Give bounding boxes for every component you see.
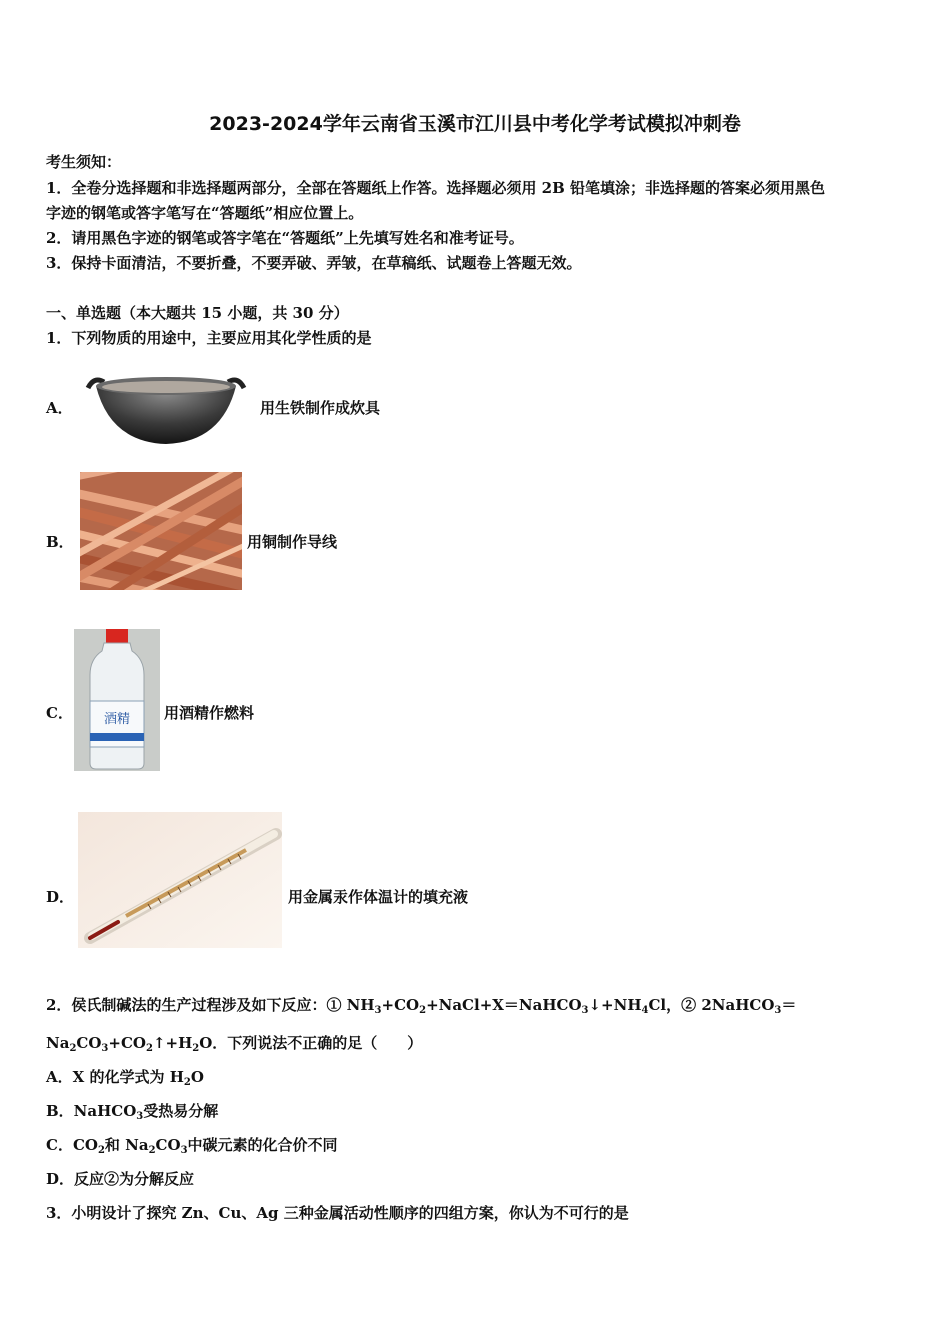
section-heading: 一、单选题（本大题共 15 小题，共 30 分）: [46, 304, 349, 322]
copper-wire-image: [80, 472, 242, 590]
option-b-text: 用铜制作导线: [247, 533, 338, 551]
option-d-label: D．: [46, 888, 75, 906]
notice-heading: 考生须知：: [46, 153, 122, 171]
question-3-stem: 3．小明设计了探究 Zn、Cu、Ag 三种金属活动性顺序的四组方案，你认为不可行的是: [46, 1204, 629, 1222]
question-2-option-d: D．反应②为分解反应: [46, 1170, 195, 1188]
question-2-stem-line-2: $Na_2CO_3+CO_2↑+H_2O$．下列说法不正确的足（ ）: [46, 1034, 423, 1054]
option-c-text: 用酒精作燃料: [164, 704, 255, 722]
wok-image: [82, 370, 250, 446]
option-a-text: 用生铁制作成炊具: [260, 399, 381, 417]
page-title: 2023-2024学年云南省玉溪市江川县中考化学考试模拟冲刺卷: [209, 113, 741, 135]
alcohol-bottle-image: [74, 629, 160, 771]
notice-line-2: 2．请用黑色字迹的钢笔或答字笔在“答题纸”上先填写姓名和准考证号。: [46, 229, 524, 247]
question-2-option-a: A．X 的化学式为 $H_2O$: [46, 1068, 204, 1088]
question-2-option-b: B．NaHCO$_3$受热易分解: [46, 1102, 219, 1122]
question-1-stem: 1．下列物质的用途中，主要应用其化学性质的是: [46, 329, 372, 347]
thermometer-image: [78, 812, 282, 948]
question-2-stem-line-1: 2．侯氏制碱法的生产过程涉及如下反应：① $NH_3+CO_2+NaCl+X=NaHCO_3↓+NH_4Cl$，② 2NaHCO$_3$＝: [46, 996, 797, 1016]
notice-line-1: 1．全卷分选择题和非选择题两部分，全部在答题纸上作答。选择题必须用 2B 铅笔填涂；非选择题的答案必须用黑色: [46, 179, 826, 197]
question-2-option-c: C．$CO_2$和 $Na_2CO_3$中碳元素的化合价不同: [46, 1136, 338, 1156]
option-d-text: 用金属汞作体温计的填充液: [288, 888, 469, 906]
notice-line-1-cont: 字迹的钢笔或答字笔写在“答题纸”相应位置上。: [46, 204, 364, 222]
bottle-label: 酒精: [103, 712, 131, 727]
option-a-label: A．: [46, 399, 73, 417]
option-b-label: B．: [46, 533, 74, 551]
option-c-label: C．: [46, 704, 73, 722]
notice-line-3: 3．保持卡面清洁，不要折叠，不要弄破、弄皱，在草稿纸、试题卷上答题无效。: [46, 254, 582, 272]
